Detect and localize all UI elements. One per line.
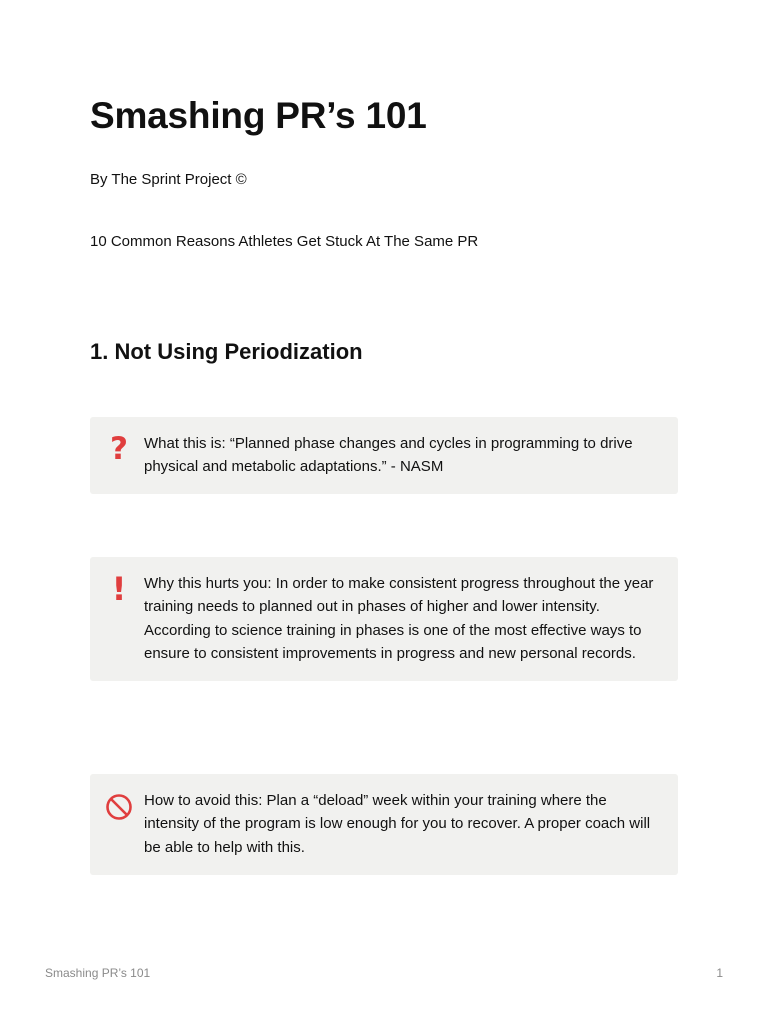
page-number: 1 [716,966,723,980]
callout-how-to-avoid [90,774,678,875]
subtitle: 10 Common Reasons Athletes Get Stuck At The Same PR [90,233,479,250]
exclamation-mark-icon: ! [111,570,127,608]
footer-title: Smashing PR’s 101 [45,966,151,980]
question-mark-icon: ? [110,431,128,467]
callout-what-this-is [90,417,678,494]
prohibited-icon [105,793,133,821]
section-heading: 1. Not Using Periodization [90,339,363,364]
callout-why-this-hurts [90,557,678,681]
page-title: Smashing PR’s 101 [90,95,427,136]
byline: By The Sprint Project © [90,171,247,188]
callout-text: How to avoid this: Plan a “deload” week within your training where the intensity of the program is low enough for you to recover. A proper coach will be able to help with this. [144,792,651,856]
callout-text: What this is: “Planned phase changes and cycles in programming to drive physical and metabolic adaptations.” - NASM [144,435,633,476]
callout-text: Why this hurts you: In order to make consistent progress throughout the year training needs to planned out in phases of higher and lower intensity. According to science training in phases is one of the most effective ways to ensure to consistent improvements in progress and new personal records. [144,575,654,662]
